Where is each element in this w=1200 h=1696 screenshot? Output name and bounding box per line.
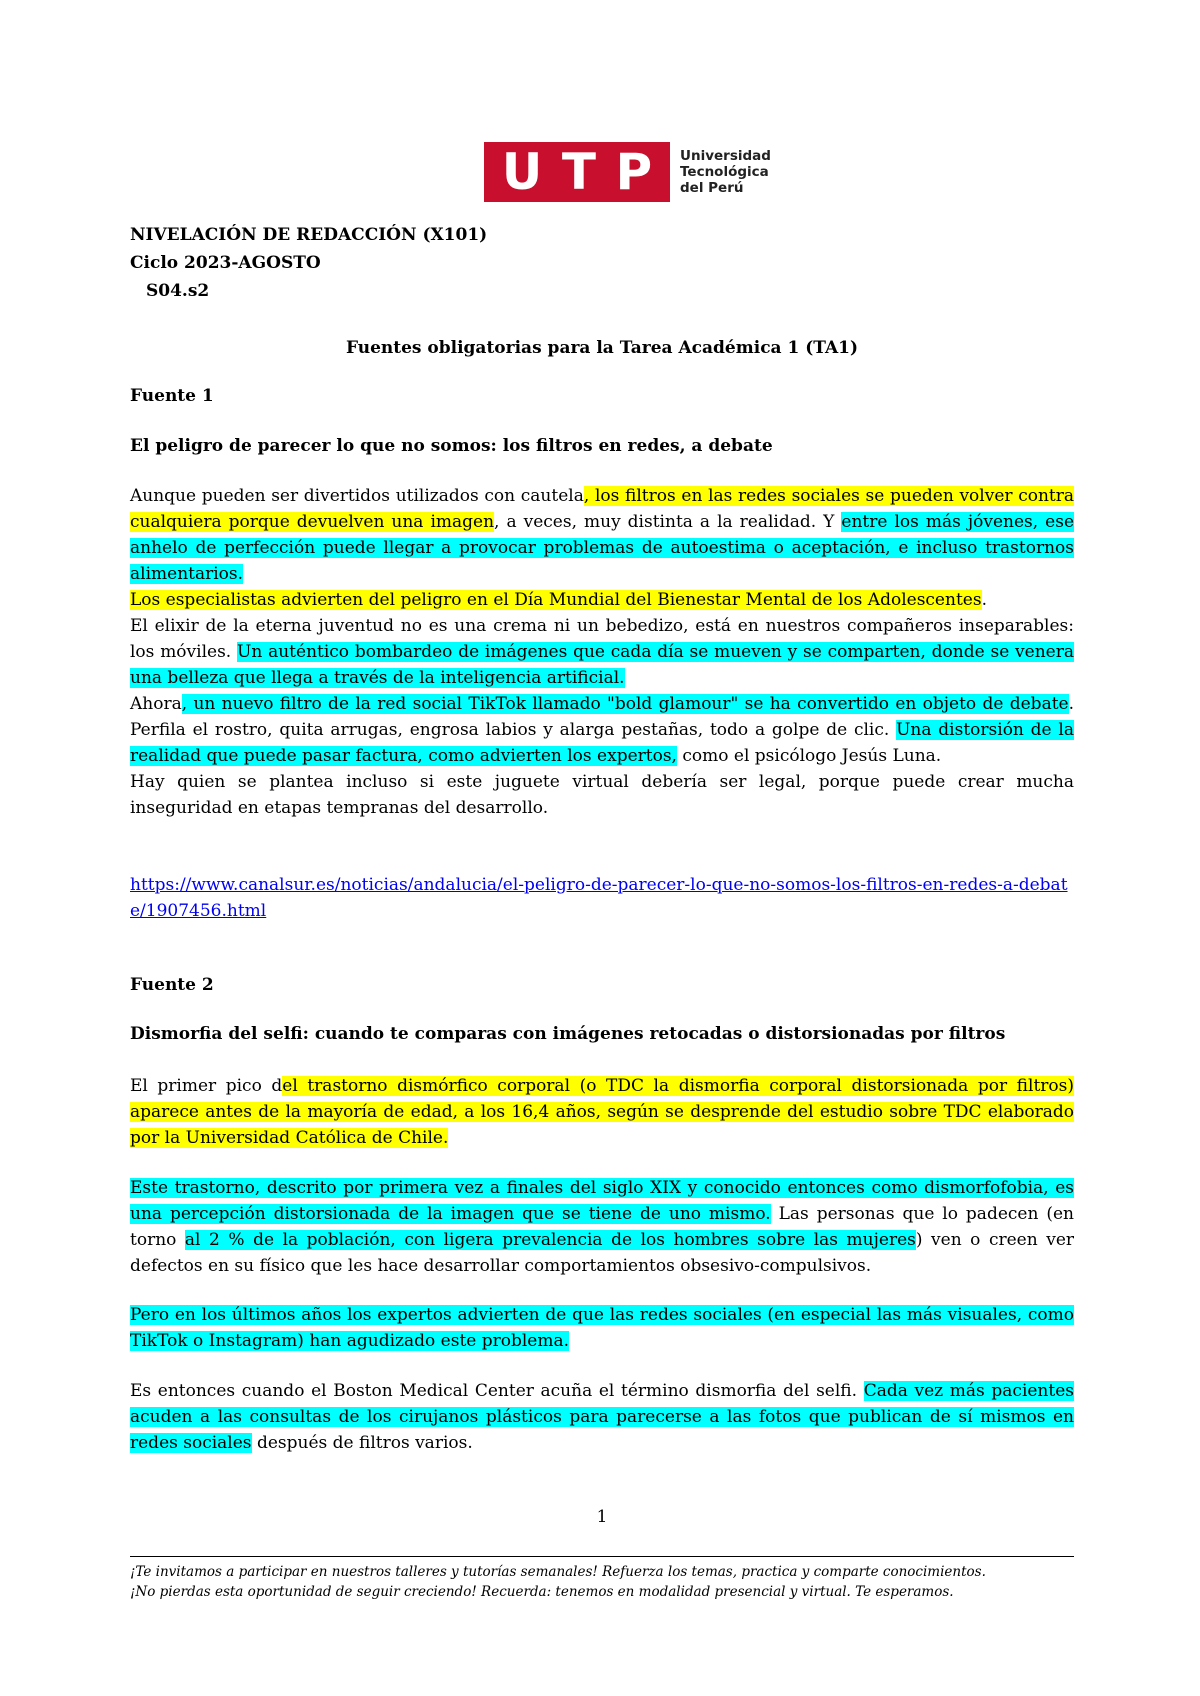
source1-paragraph-3 [130, 613, 1074, 691]
page-number: 1 [596, 1507, 608, 1527]
highlight-cyan: al 2 % de la población, con ligera prevalencia de los hombres sobre las mujeres [184, 1230, 916, 1250]
source1-link[interactable]: https://www.canalsur.es/noticias/andalucia/el-peligro-de-parecer-lo-que-no-somos-los-filtros-en-redes-a-debate/1907456.html [130, 875, 1068, 921]
source2-label: Fuente 2 [130, 975, 214, 995]
highlight-cyan: entre los más jóvenes, ese anhelo de perfección puede llegar a provocar problemas de autoestima o aceptación, e incluso trastornos alimentarios. [130, 512, 1075, 584]
utp-logo-mark [484, 142, 670, 202]
course-title: NIVELACIÓN DE REDACCIÓN (X101) [130, 225, 488, 245]
source2-paragraph-3 [130, 1302, 1074, 1354]
highlight-cyan: Un auténtico bombardeo de imágenes que cada día se mueven y se comparten, donde se venera una belleza que llega a través de la inteligencia artificial. [130, 642, 1074, 688]
cycle-label: Ciclo 2023-AGOSTO [130, 253, 321, 273]
highlight-cyan: Pero en los últimos años los expertos advierten de que las redes sociales (en especial las más visuales, como TikTok o Instagram) han agudizado este problema. [130, 1305, 1074, 1351]
session-label: S04.s2 [146, 281, 210, 301]
source1-paragraph-1 [130, 483, 1074, 587]
highlight-cyan: , un nuevo filtro de la red social TikTok llamado "bold glamour" se ha convertido en objeto de debate [181, 694, 1069, 714]
logo-letter-t: T [561, 143, 597, 201]
text-run: Las personas que lo padecen (en torno [130, 1204, 1074, 1250]
highlight-yellow: Los especialistas advierten del peligro en el Día Mundial del Bienestar Mental de los Adolescentes [130, 590, 982, 610]
footer-line-1: ¡Te invitamos a participar en nuestros talleres y tutorías semanales! Refuerza los temas, practica y comparte conocimientos. [130, 1564, 986, 1580]
page-title: Fuentes obligatorias para la Tarea Académica 1 (TA1) [345, 338, 859, 358]
source1-label: Fuente 1 [130, 386, 214, 406]
document-page [130, 0, 1074, 1696]
text-run: como el psicólogo Jesús Luna. [676, 746, 942, 766]
highlight-yellow: , los filtros en las redes sociales se pueden volver contra cualquiera porque devuelven una imagen [130, 486, 1075, 532]
footer [130, 1562, 1074, 1602]
text-run: . Perfila el rostro, quita arrugas, engrosa labios y alarga pestañas, todo a golpe de clic. [130, 694, 1074, 740]
source2-paragraph-1 [130, 1073, 1074, 1151]
text-run: . [981, 590, 987, 610]
text-run: Ahora [130, 694, 182, 714]
text-run: después de filtros varios. [251, 1433, 473, 1453]
source1-paragraph-2 [130, 587, 1074, 613]
logo-text-line: del Perú [680, 180, 744, 196]
source2-headline: Dismorfia del selfi: cuando te comparas con imágenes retocadas o distorsionadas por filtros [130, 1024, 1006, 1044]
footer-divider [130, 1556, 1074, 1557]
utp-logo-text [680, 148, 771, 196]
highlight-cyan: Cada vez más pacientes acuden a las consultas de los cirujanos plásticos para parecerse a las fotos que publican de sí mismos en redes sociales [130, 1381, 1074, 1453]
source1-headline: El peligro de parecer lo que no somos: los filtros en redes, a debate [130, 436, 773, 456]
highlight-cyan: Una distorsión de la realidad que puede pasar factura, como advierten los expertos, [130, 720, 1074, 766]
text-run: El primer pico d [130, 1076, 283, 1096]
highlight-yellow: el trastorno dismórfico corporal (o TDC la dismorfia corporal distorsionada por filtros) aparece antes de la mayoría de edad, a los 16,4 años, según se desprende del estudio sobre TDC elaborado por la Universidad Católica de Chile. [130, 1076, 1074, 1148]
source2-paragraph-4 [130, 1378, 1074, 1456]
utp-logo [484, 142, 771, 202]
source1-paragraph-4 [130, 691, 1074, 769]
source1-body [130, 483, 1074, 821]
logo-text-line: Universidad [680, 148, 771, 164]
text-run: , a veces, muy distinta a la realidad. Y [494, 512, 842, 532]
source2-paragraph-2 [130, 1175, 1074, 1279]
logo-letter-p: P [615, 143, 653, 201]
logo-text-line: Tecnológica [680, 164, 769, 180]
logo-letter-u: U [501, 143, 543, 201]
text-run: El elixir de la eterna juventud no es una crema ni un bebedizo, está en nuestros compañeros inseparables: los móviles. [130, 616, 1074, 662]
text-run: Aunque pueden ser divertidos utilizados con cautela [130, 486, 584, 506]
highlight-cyan: Este trastorno, descrito por primera vez a finales del siglo XIX y conocido entonces como dismorfofobia, es una percepción distorsionada de la imagen que se tiene de uno mismo. [130, 1178, 1074, 1224]
source1-link-wrap [130, 872, 1074, 924]
source1-paragraph-5: Hay quien se plantea incluso si este juguete virtual debería ser legal, porque puede crear mucha inseguridad en etapas tempranas del desarrollo. [130, 772, 1074, 818]
footer-line-2: ¡No pierdas esta oportunidad de seguir creciendo! Recuerda: tenemos en modalidad presencial y virtual. Te esperamos. [130, 1584, 954, 1600]
text-run: ) ven o creen ver defectos en su físico que les hace desarrollar comportamientos obsesivo-compulsivos. [130, 1230, 1075, 1276]
text-run: Es entonces cuando el Boston Medical Center acuña el término dismorfia del selfi. [130, 1381, 864, 1401]
